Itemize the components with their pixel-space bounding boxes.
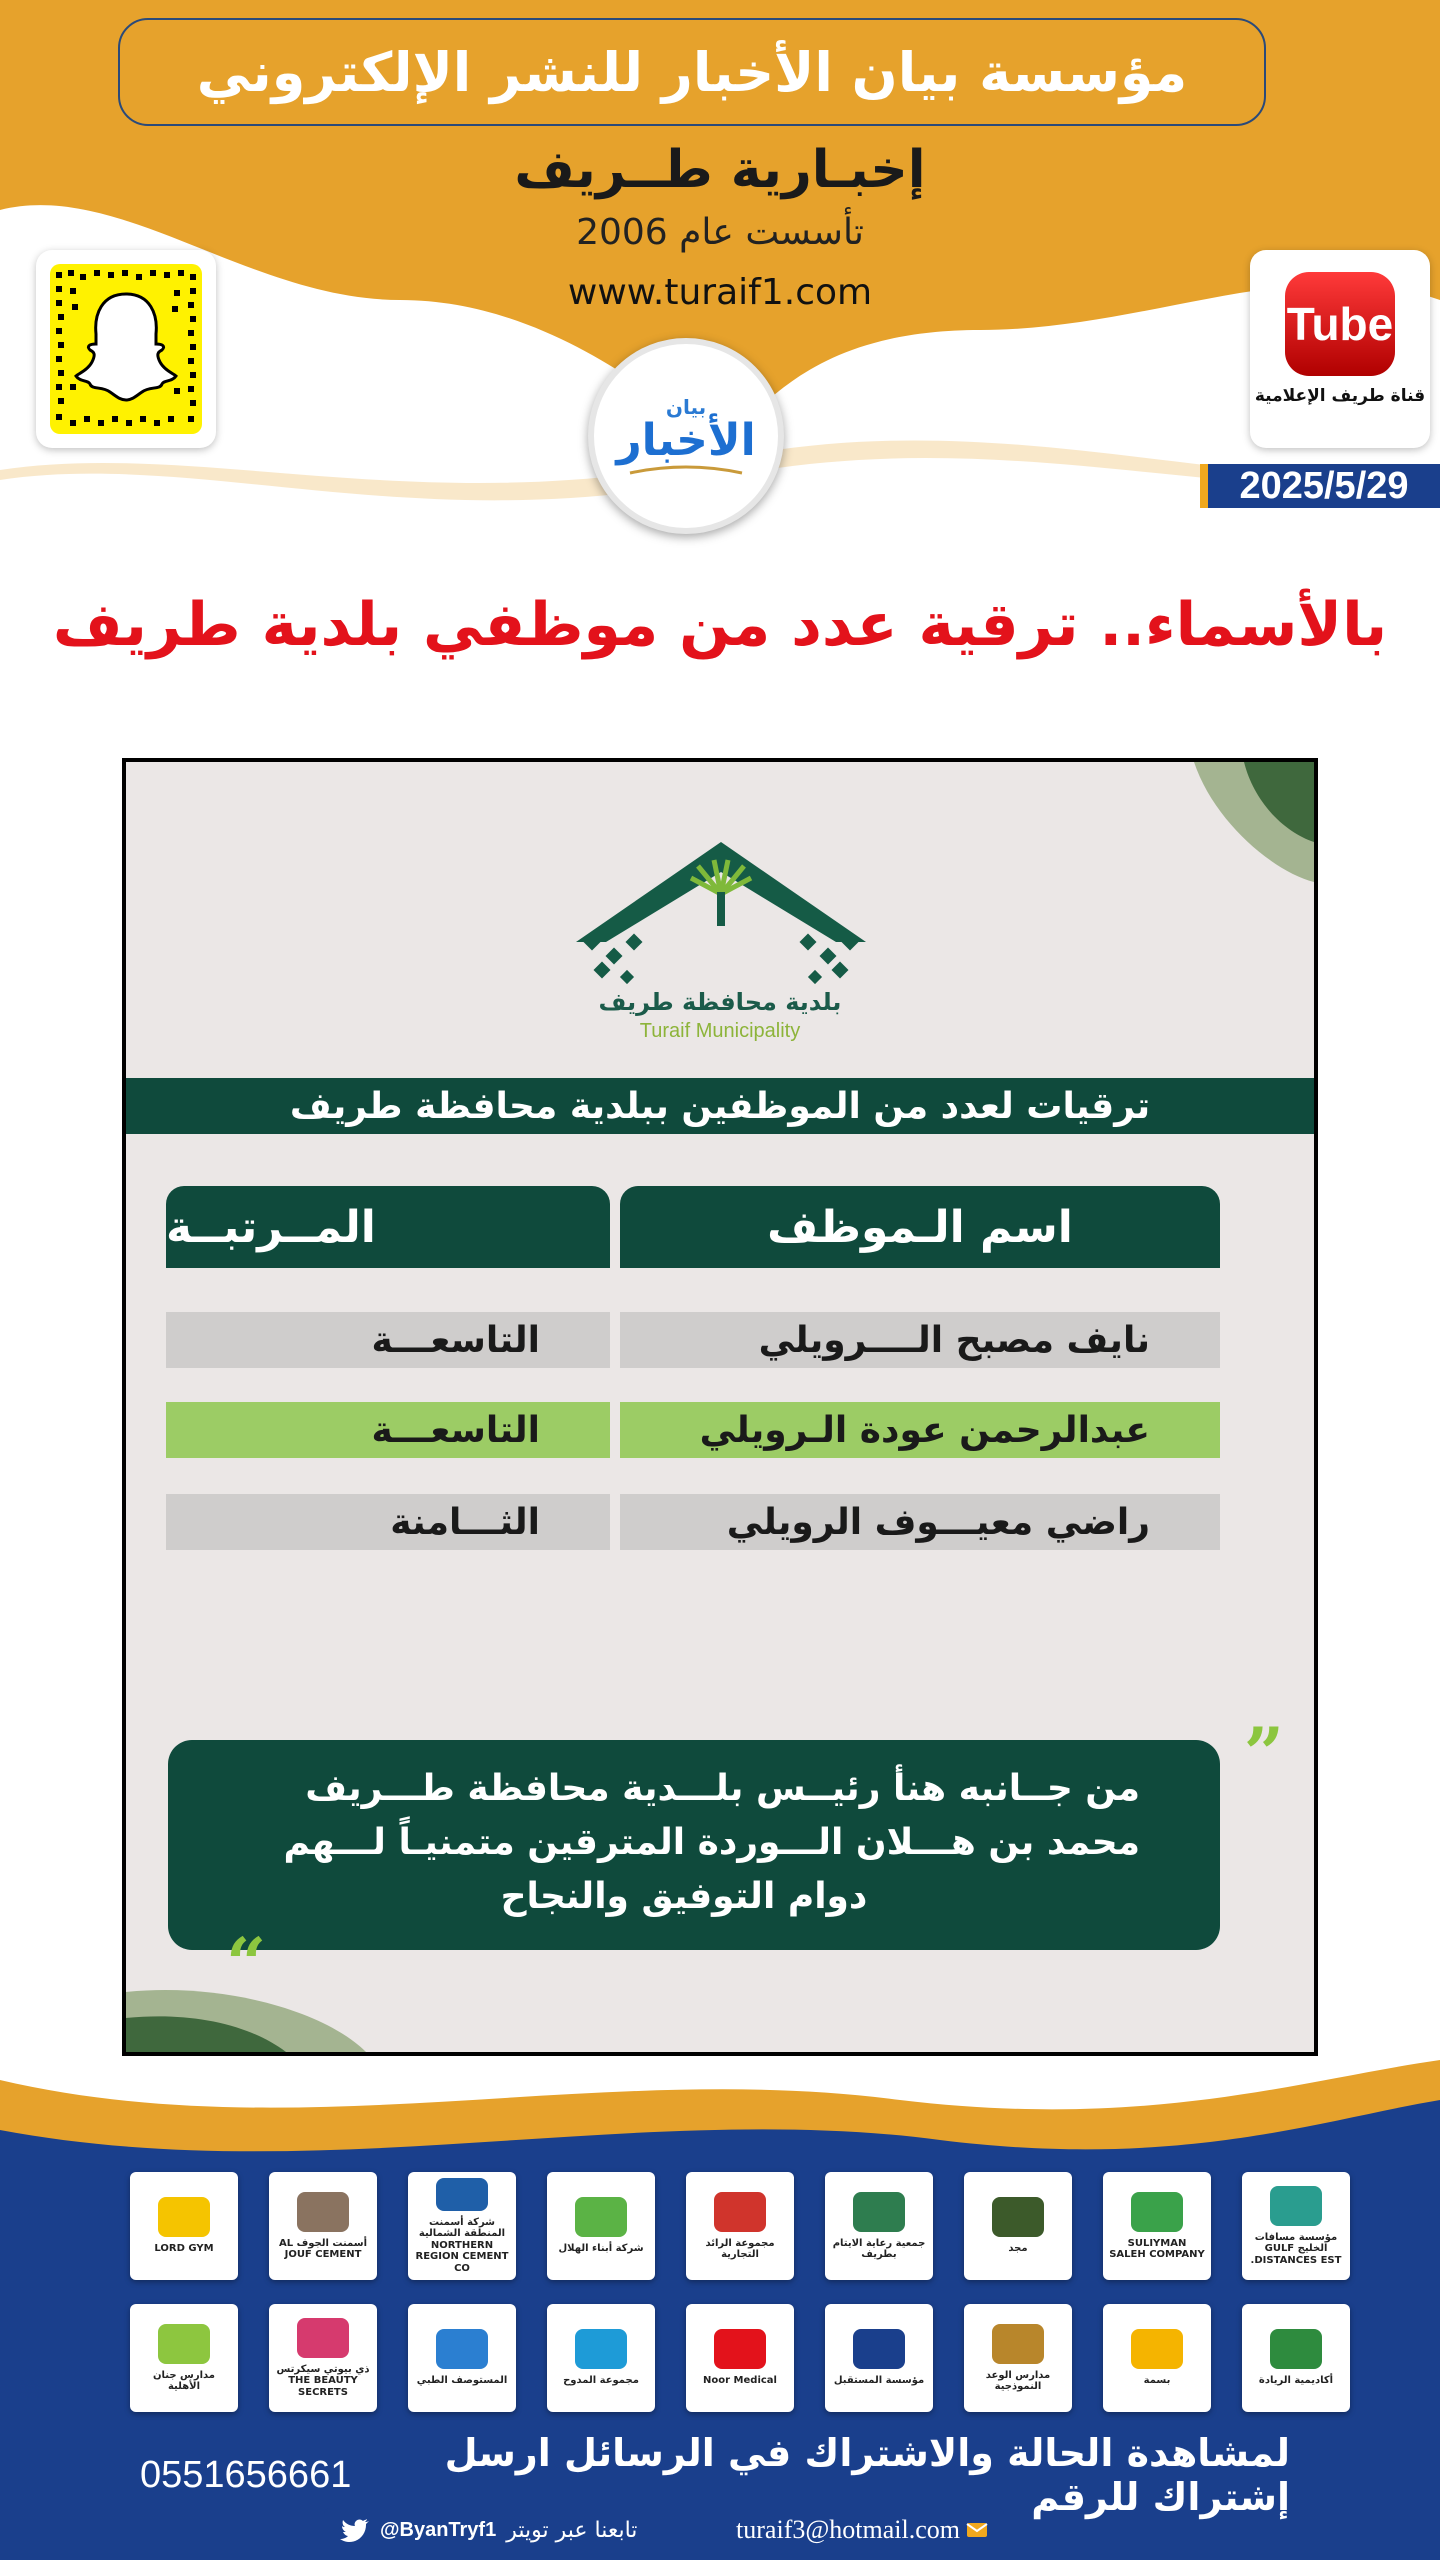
sponsor-logo[interactable] <box>269 2172 377 2280</box>
sponsor-caption: مدارس الوعد النموذجية <box>985 2369 1051 2392</box>
municipality-name-english: Turaif Municipality <box>639 1020 801 1042</box>
ssc-icon <box>1131 2192 1183 2232</box>
sponsor-logo[interactable] <box>1103 2304 1211 2412</box>
sponsor-caption: المستوصف الطبي <box>416 2375 508 2387</box>
hands-icon <box>853 2192 905 2232</box>
sponsor-caption: أكاديمية الريادة <box>1258 2375 1334 2387</box>
cement-icon <box>297 2192 349 2232</box>
sponsor-caption: ذي بيوتي سيكرتس THE BEAUTY SECRETS <box>276 2363 370 2398</box>
contact-email[interactable]: turaif3@hotmail.com <box>736 2515 960 2544</box>
subscribe-text: لمشاهدة الحالة والاشتراك في الرسائل ارسل إشتراك للرقم <box>444 2431 1290 2519</box>
sponsor-logo[interactable] <box>1242 2304 1350 2412</box>
youtube-logo-icon: Tube <box>1285 272 1395 376</box>
leaf-decoration-icon <box>1154 762 1314 882</box>
website-link[interactable]: www.turaif1.com <box>567 272 873 313</box>
dots-icon <box>1270 2186 1322 2226</box>
sponsors-row <box>130 2304 1350 2412</box>
sponsor-logo[interactable] <box>547 2172 655 2280</box>
quote-open-icon: ” <box>1243 1712 1284 1795</box>
sponsor-caption: أسمنت الجوف AL JOUF CEMENT <box>279 2237 367 2260</box>
sponsor-caption: مجموعة الرائد التجارية <box>705 2237 775 2260</box>
logo-main-text: الأخبار <box>616 415 756 466</box>
calligraphy-icon <box>992 2197 1044 2237</box>
sponsors-grid <box>130 2172 1350 2436</box>
sponsor-logo[interactable] <box>686 2172 794 2280</box>
sponsor-caption: جمعية رعاية الايتام بطريف <box>832 2237 926 2260</box>
follow-text: تابعنا عبر تويتر <box>506 2517 638 2543</box>
sponsor-caption: مجموعة المدوح <box>563 2375 639 2387</box>
flower-icon <box>158 2324 210 2364</box>
quote-line: من جــانبه هنأ رئيــس بلـــدية محافظة طـــريف <box>305 1768 1140 1809</box>
snapchat-qr-code[interactable] <box>36 250 216 448</box>
table-row-rank: التاسعـــة <box>166 1402 610 1458</box>
municipality-name-arabic: بلدية محافظة طريف <box>598 988 842 1016</box>
announcement-image <box>122 758 1318 2056</box>
column-header-name: اسم الـموظف <box>620 1186 1220 1268</box>
sponsor-caption: شركة أبناء الهلال <box>558 2243 644 2255</box>
subscribe-phone[interactable]: 0551656661 <box>140 2453 352 2496</box>
founded-year: تأسست عام 2006 <box>576 212 864 253</box>
book-icon <box>992 2324 1044 2364</box>
swoosh-icon <box>575 2197 627 2237</box>
bayan-news-logo <box>588 338 784 534</box>
sponsor-logo[interactable] <box>964 2304 1072 2412</box>
twitter-bird-icon[interactable] <box>340 2518 370 2542</box>
quote-close-icon: “ <box>226 1922 267 2005</box>
organization-name: مؤسسة بيان الأخبار للنشر الإلكتروني <box>196 40 1188 104</box>
sponsor-logo[interactable] <box>1242 2172 1350 2280</box>
beauty-icon <box>297 2318 349 2358</box>
building-icon <box>575 2329 627 2369</box>
sponsor-caption: مؤسسة مسافات الخليج GULF DISTANCES EST. <box>1250 2231 1342 2266</box>
youtube-caption: قناة طريف الإعلامية <box>1254 386 1426 406</box>
sponsor-logo[interactable] <box>686 2304 794 2412</box>
table-row-rank: التاسعـــة <box>166 1312 610 1368</box>
crescent-icon <box>714 2329 766 2369</box>
table-row-rank: الثـــامنة <box>166 1494 610 1550</box>
sponsor-logo[interactable] <box>408 2304 516 2412</box>
smile-icon <box>1131 2329 1183 2369</box>
sponsor-logo[interactable] <box>1103 2172 1211 2280</box>
sponsor-logo[interactable] <box>964 2172 1072 2280</box>
column-header-rank: المــرتبــة <box>166 1186 610 1268</box>
logo-small-text: بيان <box>665 395 707 419</box>
youtube-channel-badge[interactable] <box>1250 250 1430 448</box>
congratulation-quote <box>168 1740 1220 1950</box>
organization-name-banner <box>118 18 1266 126</box>
rts-icon <box>714 2192 766 2232</box>
sponsor-caption: Noor Medical <box>703 2375 777 2387</box>
table-row-name: نايف مصبح الــــرويلي <box>620 1312 1220 1368</box>
promotions-title: ترقيات لعدد من الموظفين ببلدية محافظة طريف <box>126 1078 1314 1134</box>
logo-underline-icon <box>626 463 746 477</box>
sponsor-caption: بسمة <box>1143 2375 1171 2387</box>
table-row-name: راضي معيـــوف الرويلي <box>620 1494 1220 1550</box>
article-headline: بالأسماء.. ترقية عدد من موظفي بلدية طريف <box>52 590 1388 660</box>
globe-icon <box>853 2329 905 2369</box>
shield-icon <box>1270 2329 1322 2369</box>
sponsor-logo[interactable] <box>547 2304 655 2412</box>
twitter-handle[interactable]: @ByanTryf1 <box>380 2518 497 2541</box>
sponsors-row <box>130 2172 1350 2280</box>
sponsor-logo[interactable] <box>825 2304 933 2412</box>
sponsor-logo[interactable] <box>408 2172 516 2280</box>
sponsor-caption: مدارس جنان الأهلية <box>152 2369 215 2392</box>
table-row-name: عبدالرحمن عودة الـرويلي <box>620 1402 1220 1458</box>
sponsor-caption: LORD GYM <box>154 2243 214 2255</box>
medical-icon <box>436 2329 488 2369</box>
municipality-logo-icon <box>566 832 876 992</box>
sponsor-caption: مجد <box>1008 2243 1028 2255</box>
subscribe-banner <box>140 2431 1290 2519</box>
sponsor-logo[interactable] <box>130 2172 238 2280</box>
quote-line: محمد بن هـــلان الـــوردة المترقين متمنيـاً لـــهم <box>283 1822 1140 1863</box>
brand-title: إخبـارية طــريف <box>514 140 926 200</box>
quote-line: دوام التوفيق والنجاح <box>500 1876 868 1917</box>
sponsor-logo[interactable] <box>130 2304 238 2412</box>
sponsor-caption: SULIYMAN SALEH COMPANY <box>1109 2237 1205 2260</box>
house-icon <box>436 2178 488 2211</box>
sponsor-logo[interactable] <box>269 2304 377 2412</box>
publish-date: 2025/5/29 <box>1200 464 1440 508</box>
contact-bar <box>324 2508 1004 2552</box>
snapchat-ghost-icon <box>50 264 202 434</box>
sponsor-logo[interactable] <box>825 2172 933 2280</box>
sponsor-caption: شركة أسمنت المنطقة الشمالية NORTHERN REGION CEMENT CO <box>415 2216 509 2274</box>
sponsor-caption: مؤسسة المستقبل <box>833 2375 925 2387</box>
mail-icon <box>966 2522 988 2538</box>
gym-icon <box>158 2197 210 2237</box>
